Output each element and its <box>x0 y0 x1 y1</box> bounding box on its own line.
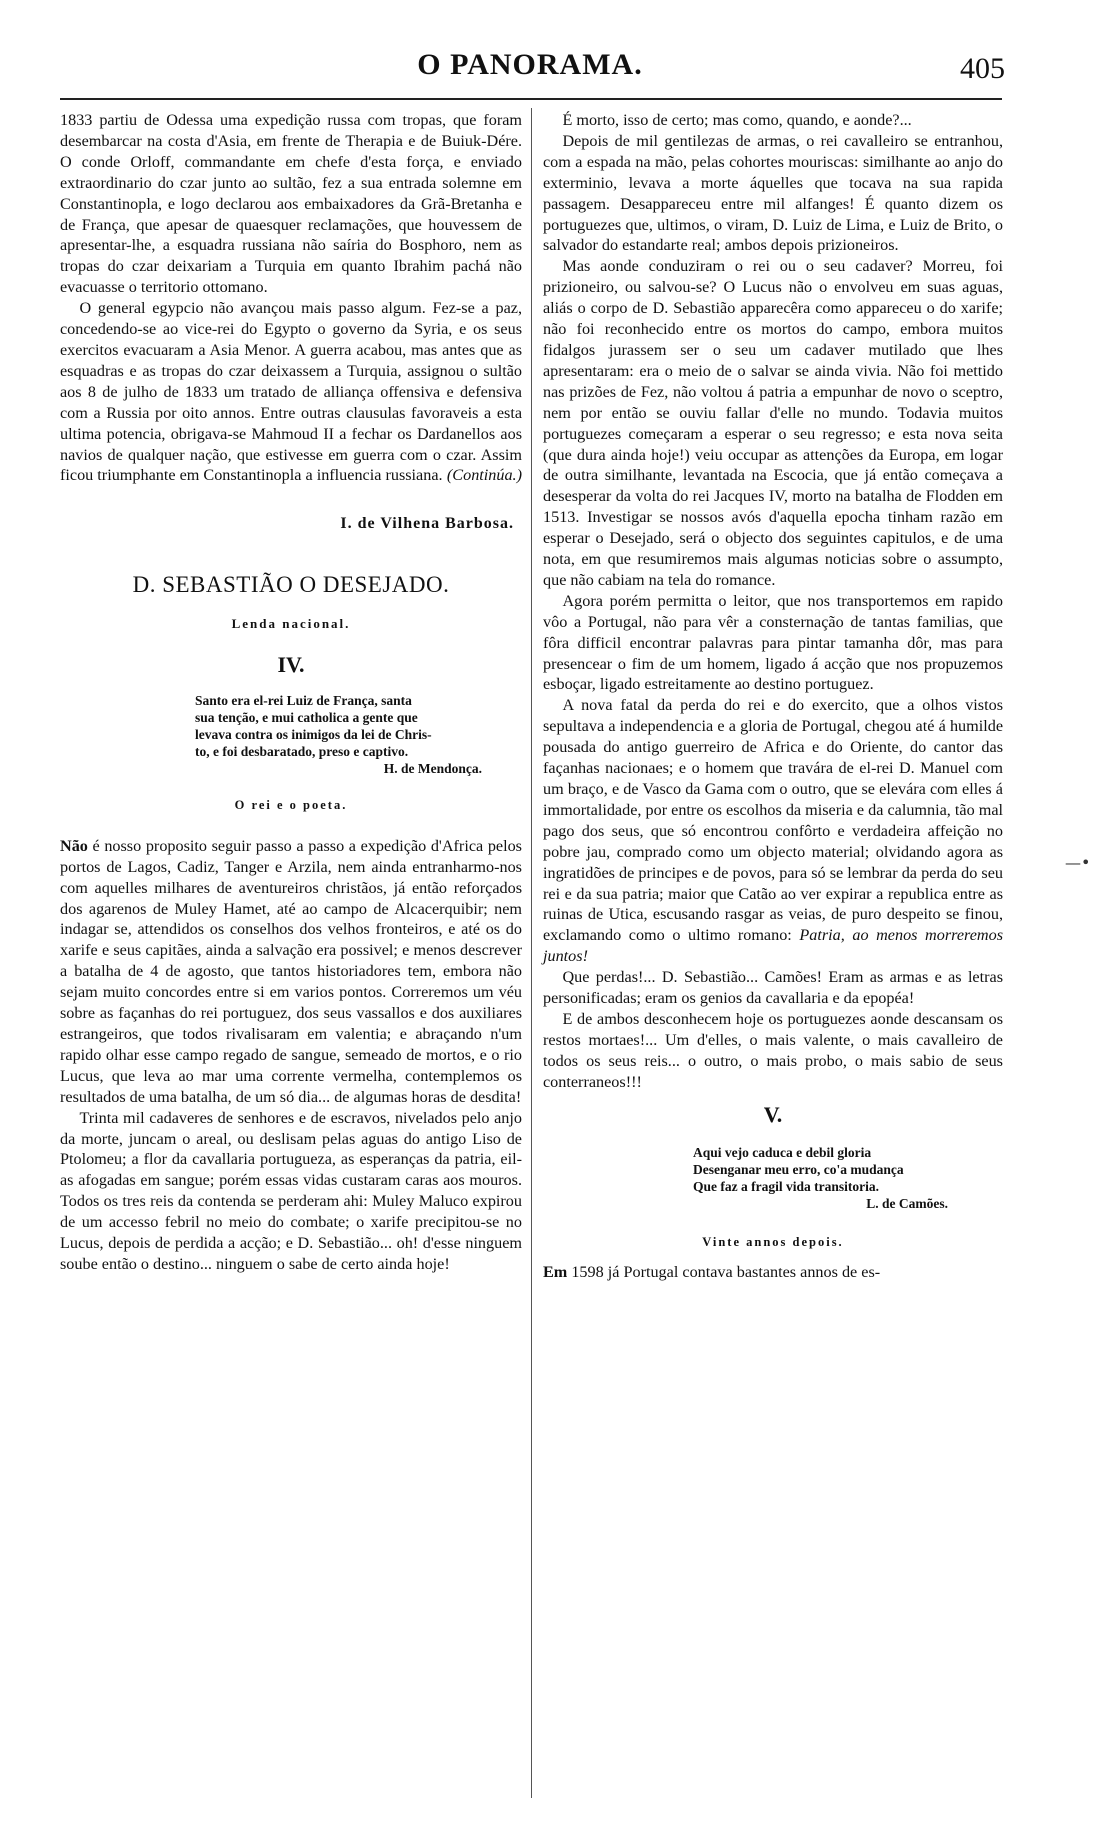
epigraph-author: L. de Camões. <box>866 1195 948 1211</box>
left-paragraph-3 <box>60 836 522 1108</box>
epigraph-line: sua tenção, e mui catholica a gente que <box>195 709 418 725</box>
header-rule <box>60 98 1002 100</box>
section-title: D. SEBASTIÃO O DESEJADO. <box>132 572 450 598</box>
chapter-number: V. <box>763 1101 783 1127</box>
page-number: 405 <box>960 52 1005 85</box>
paragraph-text: é nosso proposito seguir passo a passo a expedição d'Africa pelos portos de Lagos, Cadiz, Tanger e Arzila, nem ainda entranharmo-nos com aquelles milhares de aventureiros christãos, já então reforçados dos agarenos de Muley Hamet, até ao campo de Alcacerquibir; nem indagar se, attendidos os conselhos dos velhos fronteiros, e até os do xarife e seus capitães, ainda a salvação era possivel; e menos descrever a batalha de 4 de agosto, que tantos historiadores tem, embora não sejam muito concordes entre si em varios pontos. Correremos um véu sobre as façanhas do rei portuguez, dos seus vassallos e dos auxiliares estrangeiros, que todos rivalisaram em valentia; e abraçando n'um rapido olhar esse campo regado de sangue, semeado de mortos, e o rio Lucus, que leva ao mar uma corrente vermelha, contemplemos os resultados de uma batalha, de um só dia... de algumas horas de desdita! <box>60 836 522 1106</box>
column-divider <box>531 108 532 1798</box>
right-paragraph-2: Depois de mil gentilezas de armas, o rei cavalleiro se entranhou, com a espada na mão, pelas cohortes mouriscas: similhante ao anjo do exterminio, levava a morte áquelles que tocava na sua rapida passagem. Desappareceu entre mil alfanges! É quanto dizem os portuguezes que, ultimos, o viram, D. Luiz de Lima, e Luiz de Brito, o salvador do estandarte real; ambos depois prizioneiros. <box>543 131 1003 255</box>
left-paragraph-1: 1833 partiu de Odessa uma expedição russa com tropas, que foram desembarcar na costa d'Asia, em frente de Therapia e de Buiuk-Dére. O conde Orloff, commandante em chefe d'esta força, e enviado extraordinario do czar junto ao sultão, fez a sua entrada solemne em Constantinopla, e logo declarou aos embaixadores da Grã-Bretanha e de França, que apesar de quaesquer reclamações, que houvessem de apresentar-lhe, a esquadra russiana não saíria do Bosphoro, nem as tropas do czar deixariam a Turquia em quanto Ibrahim pachá não evacuasse o territorio ottomano. <box>60 111 522 297</box>
left-column <box>60 110 522 1275</box>
chapter-title: Vinte annos depois. <box>702 1234 844 1249</box>
chapter-number: IV. <box>277 652 305 678</box>
italic-quote: Patria, ao menos morreremos juntos! <box>543 926 1003 966</box>
right-paragraph-8 <box>543 1262 1003 1283</box>
right-paragraph-4: Agora porém permitta o leitor, que nos transportemos em rapido vôo a Portugal, não para vêr a consternação de tantas familias, que fôra difficil encontrar palavras para pintar tamanha dôr, mas para presencear o fim de um homem, ligado á acção que nos propuzemos esboçar, ligado estreitamente ao destino portuguez. <box>543 591 1003 694</box>
epigraph-line: Desenganar meu erro, co'a mudança <box>693 1161 904 1177</box>
epigraph-line: levava contra os inimigos da lei de Chris- <box>195 726 432 742</box>
left-paragraph-2: O general egypcio não avançou mais passo algum. Fez-se a paz, concedendo-se ao vice-rei do Egypto o governo da Syria, e os seus exercitos evacuaram a Asia Menor. A guerra acabou, mas antes que as esquadras e as tropas do czar deixassem a Turquia, assignou o sultão aos 8 de julho de 1833 um tratado de alliança offensiva e defensiva com a Russia por oito annos. Entre outras clausulas favoraveis a esta ultima potencia, obrigava-se Mahmoud II a fechar os Dardanellos aos navios de qualquer nação, que estivesse em guerra com o czar. Assim ficou triumphante em Constantinopla a influencia russiana. <box>60 299 522 485</box>
epigraph-line: Aqui vejo caduca e debil gloria <box>693 1144 872 1160</box>
right-paragraph-5 <box>543 695 1003 967</box>
epigraph <box>195 692 522 777</box>
initial-word: Em <box>543 1263 568 1282</box>
paragraph-text: 1598 já Portugal contava bastantes annos de es- <box>567 1263 881 1282</box>
epigraph-line: to, e foi desbaratado, preso e captivo. <box>195 743 409 759</box>
epigraph <box>693 1144 1003 1212</box>
epigraph-line: Santo era el-rei Luiz de França, santa <box>195 692 412 708</box>
right-paragraph-7: E de ambos desconhecem hoje os portuguezes aonde descansam os restos mortaes!... Um d'elles, o mais valente, o mais cavalleiro de todos os seus reis... o outro, o mais probo, o mais sabio de seus conterraneos!!! <box>543 1009 1003 1091</box>
chapter-title: O rei e o poeta. <box>234 797 348 812</box>
right-paragraph-6: Que perdas!... D. Sebastião... Camões! Eram as armas e as letras personificadas; eram os genios da cavallaria e da epopéa! <box>543 968 1003 1008</box>
left-paragraph-4: Trinta mil cadaveres de senhores e de escravos, nivelados pelo anjo da morte, juncam o areal, ou deslisam pelas aguas do antigo Liso de Ptolomeu; a flor da cavallaria portugueza, as esperanças da patria, eil-as afogadas em sangue; porém essas vidas custaram caras aos mouros. Todos os tres reis da contenda se perderam ahi: Muley Maluco expirou de um accesso febril no meio do combate; o xarife precipitou-se no Lucus, depois de perdida a acção; e D. Sebastião... oh! d'esse ninguem soube então o destino... ninguem o sabe de certo ainda hoje! <box>60 1108 522 1273</box>
author-signature: I. de Vilhena Barbosa. <box>340 515 514 533</box>
right-column <box>543 110 1003 1283</box>
right-paragraph-1: É morto, isso de certo; mas como, quando, e aonde?... <box>562 111 912 129</box>
section-subtitle: Lenda nacional. <box>231 616 351 632</box>
page-header-title: O PANORAMA. <box>417 48 643 81</box>
initial-word: Não <box>60 836 88 855</box>
paragraph-text: A nova fatal da perda do rei e do exercito, que a olhos vistos sepultava a independencia e a gloria de Portugal, chegou até á humilde pousada do antigo guerreiro de Africa e do Oriente, do cantor das façanhas nacionaes; e o homem que travára de el-rei D. Manuel com um braço, e de Vasco da Gama com o outro, que se elevára com elles á immortalidade, por entre os escolhos da miseria e da calumnia, tão mal pago dos seus, que só encontrou confôrto e verdadeira affeição no pobre jau, comprado como um objecto material; olvidando agora as ingratidões de principes e de povos, para só se lembrar da perda do seu rei e da sua patria; maior que Catão ao ver expirar a republica entre as ruinas de Utica, escusando rasgar as veias, de puro despeito se finou, exclamando como o ultimo romano: <box>543 696 1003 945</box>
epigraph-author: H. de Mendonça. <box>383 760 482 776</box>
right-paragraph-3: Mas aonde conduziram o rei ou o seu cadaver? Morreu, foi prizioneiro, ou salvou-se? O Lucus não o envolveu em suas aguas, aliás o corpo de D. Sebastião apparecêra como appareceu o do xarife; não foi reconhecido entre os mortos do campo, embora muitos fidalgos jurassem ser o seu um cadaver mutilado que lhes apresentaram: era o meio de o salvar se ainda vivia. Não foi mettido nas prizões de Fez, não voltou á patria a empunhar de novo o sceptro, nem por então se ouviu fallar d'elle no mundo. Todavia muitos portuguezes começaram a esperar o seu regresso; e esta nova seita (que dura ainda hoje!) veiu occupar as attenções da Europa, em logar de outra similhante, levantada na Escocia, que já então começava a desesperar da volta do rei Jacques IV, morto na batalha de Flodden em 1513. Investigar se nossos avós d'aquella epocha tinham razão em esperar o Desejado, será o objecto dos seguintes capitulos, e de uma nota, em que resumiremos mais algumas noticias sobre o assumpto, que não cabiam na tela do romance. <box>543 257 1003 589</box>
margin-mark: —• <box>1065 853 1091 872</box>
epigraph-line: Que faz a fragil vida transitoria. <box>693 1178 879 1194</box>
continua-note: (Continúa.) <box>446 466 522 485</box>
